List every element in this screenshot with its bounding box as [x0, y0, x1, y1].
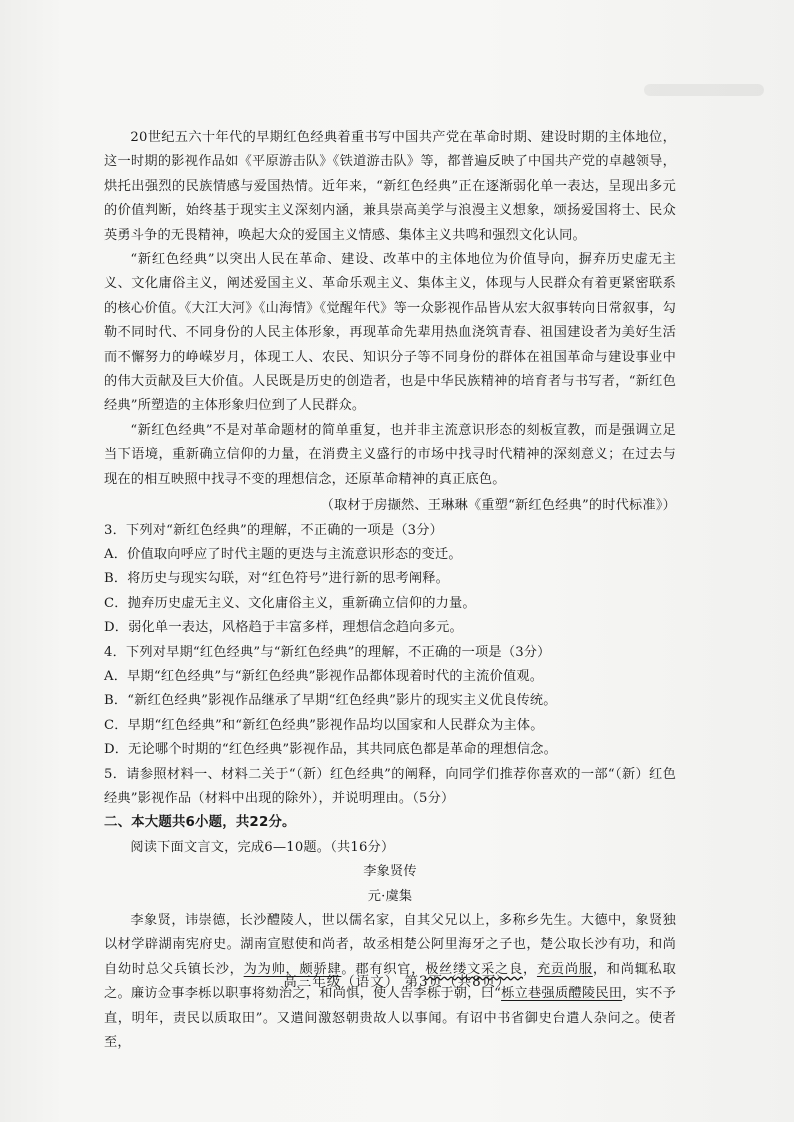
classical-text-part-b: 。郡有织官， — [341, 961, 426, 977]
classical-text-title: 李象贤传 — [363, 864, 417, 880]
scan-smudge — [644, 84, 764, 96]
question-4-option-b: B．“新红色经典”影视作品继承了早期“红色经典”影片的现实主义优良传统。 — [104, 693, 557, 709]
question-4-stem: 4．下列对早期“红色经典”与“新红色经典”的理解，不正确的一项是（3分） — [104, 644, 551, 660]
classical-text-part-d: ，和尚辄私取之。廉访佥事李栎以职事将劾治之，和尚惧，使人告李栎于朝，曰“ — [104, 961, 677, 1002]
question-3-stem: 3．下列对“新红色经典”的理解，不正确的一项是（3分） — [104, 522, 443, 538]
question-3-option-c: C．抛弃历史虚无主义、文化庸俗主义，重新确立信仰的力量。 — [104, 595, 476, 611]
underlined-phrase-1: 为为帅，颇骄肆 — [243, 961, 342, 977]
passage-paragraph-1: 20世纪五六十年代的早期红色经典着重书写中国共产党在革命时期、建设时期的主体地位，这一时期的影视作品如《平原游击队》《铁道游击队》等，都普遍反映了中国共产党的卓越领导，烘托出强烈的民族情感与爱国热情。近年来，“新红色经典”正在逐渐弱化单一表达，呈现出多元的价值判断，始终基于现实主义深刻内涵，兼具崇高美学与浪漫主义想象，颂扬爱国将士、民众英勇斗争的无畏精神，唤起大众的爱国主义情感、集体主义共鸣和强烈文化认同。 — [104, 130, 676, 243]
classical-text-part-a: 李象贤，讳崇德，长沙醴陵人，世以儒名家，自其父兄以上，多称乡先生。大德中，象贤独以材学辟湖南宪府史。湖南宣慰使和尚者，故丞相楚公阿里海牙之子也，楚公取长沙有功，和尚自幼时总父兵镇长沙， — [104, 913, 676, 977]
question-4-option-d: D．无论哪个时期的“红色经典”影视作品，其共同底色都是革命的理想信念。 — [104, 742, 558, 758]
classical-text-author: 元·虞集 — [367, 888, 413, 904]
page-footer: 高三年级（语文） 第3页（共8页） — [283, 974, 511, 990]
question-3-option-a: A．价值取向呼应了时代主题的更迭与主流意识形态的变迁。 — [104, 546, 462, 562]
section-2-heading: 二、本大题共6小题，共22分。 — [104, 815, 296, 831]
classical-text-part-e: ，实不予直，明年，责民以质取田”。又遣间激怒朝贵故人以事闻。有诏中书省御史台遣人杂问之。使者至， — [104, 986, 676, 1051]
question-4-option-a: A．早期“红色经典”与“新红色经典”影视作品都体现着时代的主流价值观。 — [104, 668, 544, 684]
section-2-instruction: 阅读下面文言文，完成6—10题。（共16分） — [130, 839, 395, 855]
question-4-option-c: C．早期“红色经典”和“新红色经典”影视作品均以国家和人民群众为主体。 — [104, 717, 544, 733]
question-3-option-d: D．弱化单一表达，风格趋于丰富多样，理想信念趋向多元。 — [104, 620, 463, 636]
page-content — [104, 126, 676, 1055]
classical-text-part-c: ， — [522, 961, 537, 977]
passage-paragraph-2: “新红色经典”以突出人民在革命、建设、改革中的主体地位为价值导向，摒弃历史虚无主义、文化庸俗主义，阐述爱国主义、革命乐观主义、集体主义，体现与人民群众有着更紧密联系的核心价值。《大江大河》《山海情》《觉醒年代》等一众影视作品皆从宏大叙事转向日常叙事，勾勒不同时代、不同身份的人民主体形象，再现革命先辈用热血浇筑青春、祖国建设者为美好生活而不懈努力的峥嵘岁月，体现工人、农民、知识分子等不同身份的群体在祖国革命与建设事业中的伟大贡献及巨大价值。人民既是历史的创造者，也是中华民族精神的培育者与书写者，“新红色经典”所塑造的主体形象归位到了人民群众。 — [104, 252, 676, 414]
passage-source: （取材于房撷然、王琳琳《重塑“新红色经典”的时代标准》） — [320, 498, 676, 514]
question-5-stem: 5．请参照材料一、材料二关于“（新）红色经典”的阐释，向同学们推荐你喜欢的一部“（新）红色经典”影视作品（材料中出现的除外），并说明理由。（5分） — [104, 766, 676, 806]
passage-paragraph-3: “新红色经典”不是对革命题材的简单重复，也并非主流意识形态的刻板宣教，而是强调立足当下语境，重新确立信仰的力量，在消费主义盛行的市场中找寻时代精神的深刻意义；在过去与现在的相互映照中找寻不变的理想信念，还原革命精神的真正底色。 — [104, 422, 676, 487]
underlined-phrase-3: 充贡尚服 — [536, 961, 593, 977]
question-3-option-b: B．将历史与现实勾联，对“红色符号”进行新的思考阐释。 — [104, 571, 450, 587]
underlined-phrase-4: 栎立巷强质醴陵民田 — [501, 986, 623, 1002]
underlined-phrase-2: 极丝缕文采之良 — [425, 961, 523, 977]
